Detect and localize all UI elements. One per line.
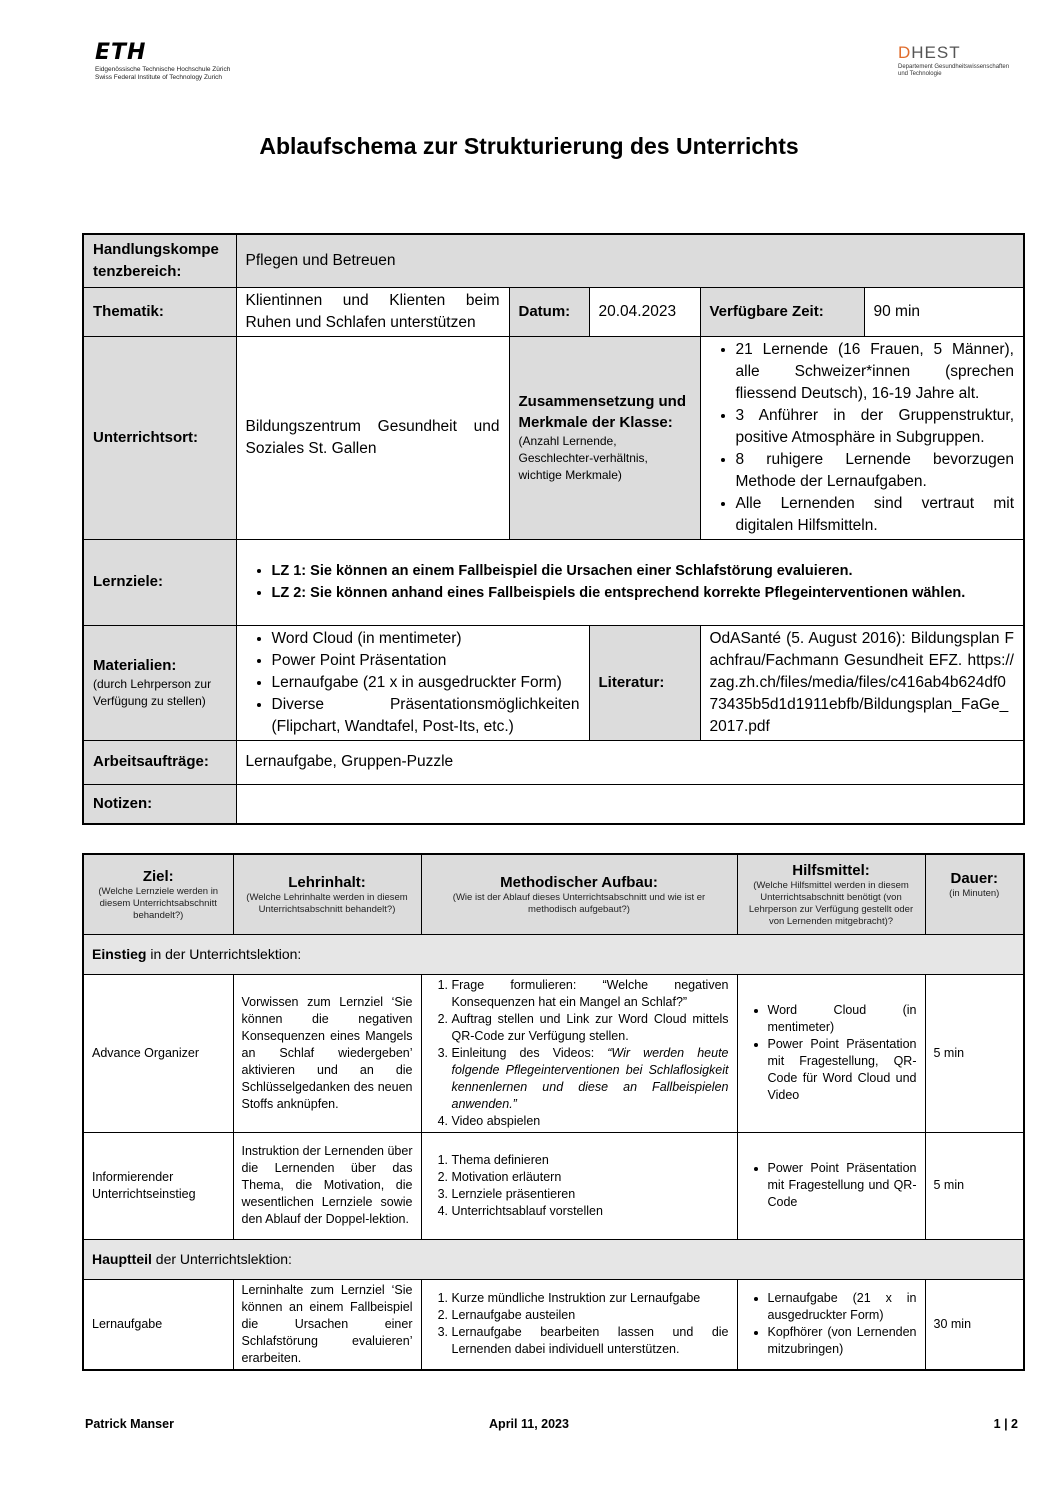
eth-logo-line2: Swiss Federal Institute of Technology Zurich xyxy=(95,74,223,81)
arbeitsauftraege-value: Lernaufgabe, Gruppen-Puzzle xyxy=(236,740,1024,784)
header-sub: (Welche Lernziele werden in diesem Unterrichtsabschnitt behandelt?) xyxy=(98,885,219,921)
row-ziel: Lernaufgabe xyxy=(83,1279,233,1370)
header-sub: (Wie ist der Ablauf dieses Unterrichtsabschnitt und wie ist er methodisch aufgebaut?) xyxy=(452,891,706,915)
lernziele-list xyxy=(246,560,1015,604)
row-notizen xyxy=(83,784,1024,824)
section-einstieg xyxy=(83,934,1024,974)
row-methodik xyxy=(421,974,737,1132)
list-item: 1. Kurze mündliche Instruktion zur Lernaufgabe xyxy=(452,1290,729,1307)
row-hilfsmittel xyxy=(737,1279,925,1370)
list-item: 4. Unterrichtsablauf vorstellen xyxy=(452,1203,729,1220)
row-hilfsmittel xyxy=(737,974,925,1132)
list-item: • Word Cloud (in mentimeter) xyxy=(272,628,580,650)
list-item: • Diverse Präsentationsmöglichkeiten (Flipchart, Wandtafel, Post-Its, etc.) xyxy=(272,694,580,738)
info-table xyxy=(82,233,1025,825)
materialien-hint: (durch Lehrperson zur Verfügung zu stellen) xyxy=(93,677,212,708)
header-methodik xyxy=(421,854,737,934)
header-sub: (Welche Lehrinhalte werden in diesem Unterrichtsabschnitt behandelt?) xyxy=(246,891,408,915)
dhest-logo-rest: HEST xyxy=(911,43,961,62)
section-label xyxy=(83,934,1024,974)
list-item: • 21 Lernende (16 Frauen, 5 Männer), alle Schweizer*innen (sprechen fliessend Deutsch), 16-19 Jahre alt. xyxy=(736,339,1015,405)
hilfsmittel-list xyxy=(746,1290,917,1358)
header-title: Hilfsmittel: xyxy=(792,861,870,879)
list-item: • LZ 2: Sie können anhand eines Fallbeispiels die entsprechend korrekte Pflegeinterventionen wählen. xyxy=(272,582,1015,604)
list-item: 3. Lernaufgabe bearbeiten lassen und die Lernenden dabei individuell unterstützen. xyxy=(452,1324,729,1358)
header-lehrinhalt xyxy=(233,854,421,934)
step-text: Einleitung des Videos: xyxy=(451,1045,608,1060)
header-title: Methodischer Aufbau: xyxy=(500,873,658,891)
list-item: • Power Point Präsentation xyxy=(272,650,580,672)
row-methodik xyxy=(421,1279,737,1370)
literatur-value: OdASanté (5. August 2016): Bildungsplan Fachfrau/Fachmann Gesundheit EFZ. https://zag.zh.ch/files/media/files/c416ab4b624df073435b5d1d1911ebfb/Bildungsplan_FaGe_2017.pdf xyxy=(700,625,1024,740)
dhest-logo-line2: und Technologie xyxy=(898,71,942,77)
header-sub: (Welche Hilfsmittel werden in diesem Unterrichtsabschnitt benötigt (von Lehrperson zur Verfügung gestellt oder von Lernenden mitgebracht)? xyxy=(748,879,914,927)
row-ziel: Advance Organizer xyxy=(83,974,233,1132)
notizen-label: Notizen: xyxy=(83,784,236,824)
header-title: Lehrinhalt: xyxy=(288,873,366,891)
hilfsmittel-list xyxy=(746,1002,917,1104)
list-item: • Alle Lernenden sind vertraut mit digitalen Hilfsmitteln. xyxy=(736,493,1015,537)
row-inhalt: Vorwissen zum Lernziel ‘Sie können die negativen Konsequenzen eines Mangels an Schlaf wiedergeben’ aktivieren und an die Schlüsselgedanken des neuen Stoffs anknüpfen. xyxy=(233,974,421,1132)
materialien-label: Materialien: xyxy=(93,657,177,674)
list-item: 1. Thema definieren xyxy=(452,1152,729,1169)
section-label xyxy=(83,1239,1024,1279)
ort-value: Bildungszentrum Gesundheit und Soziales St. Gallen xyxy=(236,336,509,539)
row-inhalt: Instruktion der Lernenden über die Lernenden über das Thema, die Motivation, die wesentlichen Lernziele sowie den Ablauf der Doppel-lektion. xyxy=(233,1132,421,1239)
klasse-label-cell xyxy=(509,336,700,539)
row-hilfsmittel xyxy=(737,1132,925,1239)
row-thematik xyxy=(83,287,1024,336)
eth-logo-wordmark: ETH xyxy=(95,40,147,65)
steps-list xyxy=(430,1290,729,1358)
section-label-bold: Hauptteil xyxy=(92,1250,152,1267)
hilfsmittel-list xyxy=(746,1160,917,1211)
klasse-items-cell xyxy=(700,336,1024,539)
zeit-value: 90 min xyxy=(864,287,1024,336)
datum-label: Datum: xyxy=(509,287,589,336)
header-sub: (in Minuten) xyxy=(949,888,1000,899)
klasse-list xyxy=(710,339,1015,537)
section-hauptteil xyxy=(83,1239,1024,1279)
materialien-label-cell xyxy=(83,625,236,740)
list-item: 3. Lernziele präsentieren xyxy=(452,1186,729,1203)
header-title: Dauer: xyxy=(950,870,998,887)
table-row xyxy=(83,1279,1024,1370)
row-handlungskompetenz xyxy=(83,234,1024,287)
page-title: Ablaufschema zur Strukturierung des Unterrichts xyxy=(259,133,799,159)
list-item: • 8 ruhigere Lernende bevorzugen Methode der Lernaufgaben. xyxy=(736,449,1015,493)
dhest-logo xyxy=(898,44,1009,78)
list-item: • Word Cloud (in mentimeter) xyxy=(768,1002,917,1036)
header-title: Ziel: xyxy=(142,867,174,885)
notizen-value xyxy=(236,784,1024,824)
step-quote: “Wir werden heute folgende Pflegeinterventionen bei Schlaflosigkeit kennenlernen und diese an Fallbeispielen anwenden.” xyxy=(451,1045,729,1111)
row-lernziele xyxy=(83,539,1024,625)
table-row xyxy=(83,1132,1024,1239)
materialien-cell xyxy=(236,625,589,740)
steps-list xyxy=(430,1152,729,1220)
section-label-rest: in der Unterrichtslektion: xyxy=(146,945,302,962)
list-item xyxy=(452,1045,729,1113)
lernziele-label: Lernziele: xyxy=(83,539,236,625)
list-item: • 3 Anführer in der Gruppenstruktur, positive Atmosphäre in Subgruppen. xyxy=(736,405,1015,449)
section-label-rest: der Unterrichtslektion: xyxy=(151,1250,292,1267)
header-dauer xyxy=(925,854,1024,934)
materialien-list xyxy=(246,628,580,738)
klasse-hint: (Anzahl Lernende, Geschlechter-verhältnis, wichtige Merkmale) xyxy=(518,434,648,482)
handlung-label: Handlungskompe tenzbereich: xyxy=(83,234,236,287)
row-dauer: 30 min xyxy=(925,1279,1024,1370)
list-item: 2. Auftrag stellen und Link zur Word Cloud mittels QR-Code zur Verfügung stellen. xyxy=(452,1011,729,1045)
section-label-bold: Einstieg xyxy=(92,945,147,962)
arbeitsauftraege-label: Arbeitsaufträge: xyxy=(83,740,236,784)
datum-value: 20.04.2023 xyxy=(589,287,700,336)
footer-author: Patrick Manser xyxy=(85,1417,174,1431)
list-item: • Lernaufgabe (21 x in ausgedruckter Form) xyxy=(768,1290,917,1324)
literatur-label: Literatur: xyxy=(589,625,700,740)
list-item: • Power Point Präsentation mit Fragestellung, QR-Code für Word Cloud und Video xyxy=(768,1036,917,1104)
thematik-label: Thematik: xyxy=(83,287,236,336)
header-ziel xyxy=(83,854,233,934)
row-dauer: 5 min xyxy=(925,1132,1024,1239)
row-methodik xyxy=(421,1132,737,1239)
list-item: • Kopfhörer (von Lernenden mitzubringen) xyxy=(768,1324,917,1358)
list-item: • Power Point Präsentation mit Fragestellung und QR-Code xyxy=(768,1160,917,1211)
header-hilfsmittel xyxy=(737,854,925,934)
klasse-label: Zusammensetzung und Merkmale der Klasse: xyxy=(518,393,687,431)
handlung-value: Pflegen und Betreuen xyxy=(236,234,1024,287)
footer-page-number: 1 | 2 xyxy=(993,1417,1018,1431)
row-unterrichtsort xyxy=(83,336,1024,539)
list-item: 4. Video abspielen xyxy=(452,1113,729,1130)
list-item: 2. Lernaufgabe austeilen xyxy=(452,1307,729,1324)
eth-logo-line1: Eidgenössische Technische Hochschule Zürich xyxy=(95,66,231,73)
lesson-header-row xyxy=(83,854,1024,934)
dhest-logo-d: D xyxy=(898,43,912,62)
thematik-value: Klientinnen und Klienten beim Ruhen und Schlafen unterstützen xyxy=(236,287,509,336)
table-row xyxy=(83,974,1024,1132)
lernziele-cell xyxy=(236,539,1024,625)
list-item: • LZ 1: Sie können an einem Fallbeispiel die Ursachen einer Schlafstörung evaluieren. xyxy=(272,560,1015,582)
zeit-label: Verfügbare Zeit: xyxy=(700,287,864,336)
row-arbeitsauftraege xyxy=(83,740,1024,784)
dhest-logo-wordmark xyxy=(898,44,1009,62)
list-item: 2. Motivation erläutern xyxy=(452,1169,729,1186)
steps-list xyxy=(430,977,729,1130)
ort-label: Unterrichtsort: xyxy=(83,336,236,539)
lesson-table xyxy=(82,853,1025,1371)
row-dauer: 5 min xyxy=(925,974,1024,1132)
row-materialien xyxy=(83,625,1024,740)
eth-logo xyxy=(95,42,230,82)
dhest-logo-line1: Departement Gesundheitswissenschaften xyxy=(898,64,1010,70)
list-item: 1. Frage formulieren: “Welche negativen Konsequenzen hat ein Mangel an Schlaf?” xyxy=(452,977,729,1011)
row-inhalt: Lerninhalte zum Lernziel ‘Sie können an einem Fallbeispiel die Ursachen einer Schlafstörung evaluieren’ erarbeiten. xyxy=(233,1279,421,1370)
row-ziel: Informierender Unterrichtseinstieg xyxy=(83,1132,233,1239)
list-item: • Lernaufgabe (21 x in ausgedruckter Form) xyxy=(272,672,580,694)
footer-date: April 11, 2023 xyxy=(489,1417,569,1431)
